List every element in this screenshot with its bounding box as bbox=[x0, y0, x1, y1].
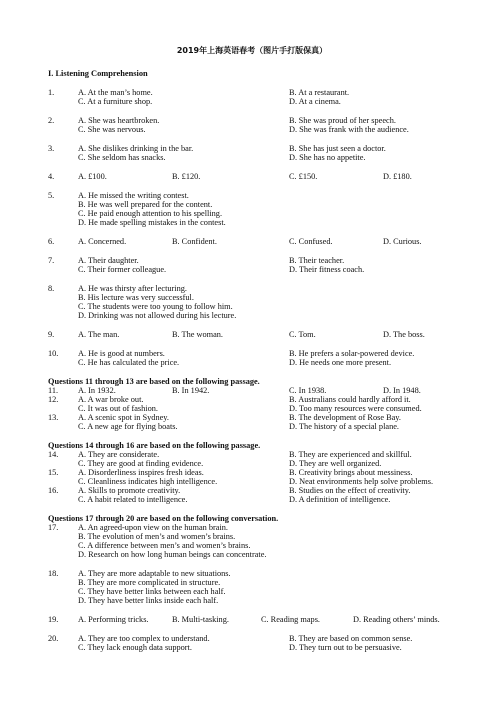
option-a: A. Performing tricks. bbox=[78, 615, 149, 624]
question-number: 15. bbox=[48, 468, 59, 477]
passage-heading: Questions 14 through 16 are based on the following passage. bbox=[48, 441, 261, 450]
option-d: D. In 1948. bbox=[383, 386, 421, 395]
question-number: 11. bbox=[48, 386, 59, 395]
option-d: D. Drinking was not allowed during his lecture. bbox=[78, 311, 237, 320]
option-c: C. They are good at finding evidence. bbox=[78, 459, 204, 468]
option-a: A. Disorderliness inspires fresh ideas. bbox=[78, 468, 204, 477]
option-c: C. They have better links between each half. bbox=[78, 587, 226, 596]
option-c: C. She seldom has snacks. bbox=[78, 153, 166, 162]
question-number: 13. bbox=[48, 413, 59, 422]
option-c: C. Cleanliness indicates high intelligence. bbox=[78, 477, 218, 486]
option-c: C. Confused. bbox=[289, 237, 333, 246]
option-c: C. They lack enough data support. bbox=[78, 643, 192, 652]
option-d: D. They are well organized. bbox=[289, 459, 382, 468]
option-a: A. He missed the writing contest. bbox=[78, 191, 189, 200]
option-d: D. She has no appetite. bbox=[289, 153, 366, 162]
option-c: C. A habit related to intelligence. bbox=[78, 495, 188, 504]
question-number: 7. bbox=[48, 256, 55, 265]
section-heading: I. Listening Comprehension bbox=[48, 69, 148, 78]
option-c: C. Tom. bbox=[289, 330, 316, 339]
option-d: D. He needs one more present. bbox=[289, 358, 392, 367]
option-a: A. At the man’s home. bbox=[78, 88, 153, 97]
option-a: A. £100. bbox=[78, 172, 107, 181]
question-number: 6. bbox=[48, 237, 55, 246]
option-a: A. He is good at numbers. bbox=[78, 349, 165, 358]
option-c: C. £150. bbox=[289, 172, 318, 181]
option-c: C. Reading maps. bbox=[261, 615, 320, 624]
option-d: D. Research on how long human beings can concentrate. bbox=[78, 550, 267, 559]
option-d: D. A definition of intelligence. bbox=[289, 495, 391, 504]
question-number: 1. bbox=[48, 88, 55, 97]
option-b: B. At a restaurant. bbox=[289, 88, 350, 97]
question-number: 5. bbox=[48, 191, 55, 200]
option-a: A. They are more adaptable to new situations. bbox=[78, 569, 231, 578]
option-d: D. £180. bbox=[383, 172, 412, 181]
option-d: D. He made spelling mistakes in the contest. bbox=[78, 218, 226, 227]
option-b: B. Their teacher. bbox=[289, 256, 345, 265]
question-number: 18. bbox=[48, 569, 59, 578]
option-d: D. Curious. bbox=[383, 237, 422, 246]
option-c: C. He has calculated the price. bbox=[78, 358, 180, 367]
question-number: 3. bbox=[48, 144, 55, 153]
option-d: D. The boss. bbox=[383, 330, 425, 339]
option-b: B. He was well prepared for the content. bbox=[78, 200, 213, 209]
option-c: C. The students were too young to follow him. bbox=[78, 302, 233, 311]
option-b: B. She was proud of her speech. bbox=[289, 116, 396, 125]
option-b: B. They are based on common sense. bbox=[289, 634, 413, 643]
option-d: D. At a cinema. bbox=[289, 97, 341, 106]
question-number: 10. bbox=[48, 349, 59, 358]
option-c: C. In 1938. bbox=[289, 386, 327, 395]
option-b: B. They are experienced and skillful. bbox=[289, 450, 412, 459]
option-c: C. He paid enough attention to his spelling. bbox=[78, 209, 223, 218]
option-b: B. Creativity brings about messiness. bbox=[289, 468, 413, 477]
option-d: D. She was frank with the audience. bbox=[289, 125, 409, 134]
question-number: 14. bbox=[48, 450, 59, 459]
option-b: B. The evolution of men’s and women’s brains. bbox=[78, 532, 236, 541]
option-c: C. At a furniture shop. bbox=[78, 97, 153, 106]
question-number: 20. bbox=[48, 634, 59, 643]
question-number: 9. bbox=[48, 330, 55, 339]
option-a: A. Concerned. bbox=[78, 237, 127, 246]
option-a: A. They are considerate. bbox=[78, 450, 160, 459]
option-c: C. It was out of fashion. bbox=[78, 404, 158, 413]
question-number: 8. bbox=[48, 284, 55, 293]
option-a: A. The man. bbox=[78, 330, 120, 339]
option-d: D. Too many resources were consumed. bbox=[289, 404, 422, 413]
option-b: B. Australians could hardly afford it. bbox=[289, 395, 411, 404]
option-a: A. Their daughter. bbox=[78, 256, 139, 265]
option-b: B. Studies on the effect of creativity. bbox=[289, 486, 411, 495]
passage-heading: Questions 11 through 13 are based on the following passage. bbox=[48, 377, 260, 386]
option-a: A. She dislikes drinking in the bar. bbox=[78, 144, 194, 153]
option-a: A. She was heartbroken. bbox=[78, 116, 160, 125]
question-number: 16. bbox=[48, 486, 59, 495]
option-b: B. £120. bbox=[172, 172, 201, 181]
question-number: 4. bbox=[48, 172, 55, 181]
option-a: A. Skills to promote creativity. bbox=[78, 486, 181, 495]
option-b: B. Multi-tasking. bbox=[172, 615, 229, 624]
question-number: 19. bbox=[48, 615, 59, 624]
option-d: D. They have better links inside each half. bbox=[78, 596, 219, 605]
option-a: A. They are too complex to understand. bbox=[78, 634, 210, 643]
option-d: D. The history of a special plane. bbox=[289, 422, 399, 431]
option-a: A. A scenic spot in Sydney. bbox=[78, 413, 169, 422]
option-a: A. In 1932. bbox=[78, 386, 116, 395]
option-b: B. The woman. bbox=[172, 330, 224, 339]
option-a: A. An agreed-upon view on the human brain. bbox=[78, 523, 228, 532]
option-b: B. He prefers a solar-powered device. bbox=[289, 349, 415, 358]
option-a: A. He was thirsty after lecturing. bbox=[78, 284, 187, 293]
passage-heading: Questions 17 through 20 are based on the following conversation. bbox=[48, 514, 279, 523]
option-d: D. Reading others’ minds. bbox=[353, 615, 440, 624]
option-b: B. They are more complicated in structure. bbox=[78, 578, 221, 587]
option-c: C. Their former colleague. bbox=[78, 265, 167, 274]
option-c: C. A new age for flying boats. bbox=[78, 422, 178, 431]
option-b: B. She has just seen a doctor. bbox=[289, 144, 386, 153]
option-d: D. Their fitness coach. bbox=[289, 265, 365, 274]
option-d: D. They turn out to be persuasive. bbox=[289, 643, 402, 652]
question-number: 17. bbox=[48, 523, 59, 532]
option-a: A. A war broke out. bbox=[78, 395, 144, 404]
option-c: C. A difference between men’s and women’s brains. bbox=[78, 541, 251, 550]
question-number: 12. bbox=[48, 395, 59, 404]
option-b: B. In 1942. bbox=[172, 386, 210, 395]
option-b: B. Confident. bbox=[172, 237, 217, 246]
option-d: D. Neat environments help solve problems. bbox=[289, 477, 434, 486]
option-c: C. She was nervous. bbox=[78, 125, 146, 134]
option-b: B. His lecture was very successful. bbox=[78, 293, 194, 302]
page-title: 2019年上海英语春考（图片手打版保真） bbox=[176, 46, 328, 55]
option-b: B. The development of Rose Bay. bbox=[289, 413, 401, 422]
question-number: 2. bbox=[48, 116, 55, 125]
